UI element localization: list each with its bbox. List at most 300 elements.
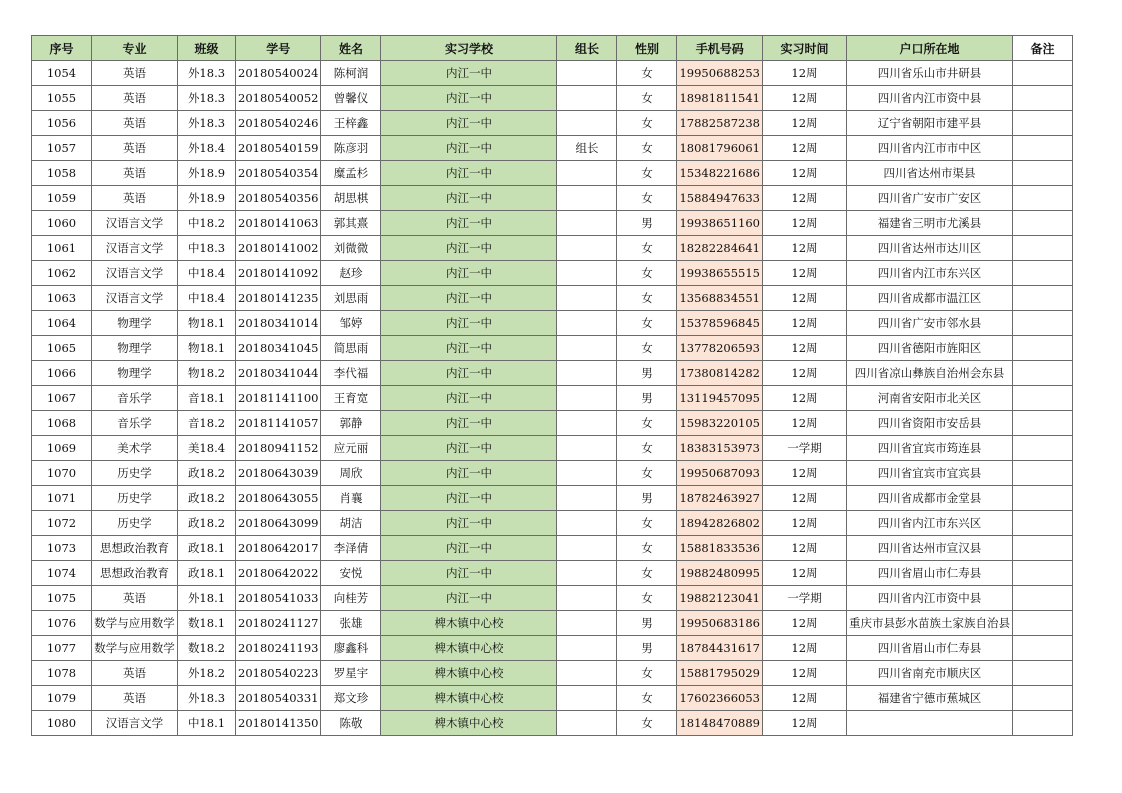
cell-hukou: 四川省南充市顺庆区	[846, 661, 1012, 686]
cell-class: 政18.1	[178, 536, 236, 561]
cell-school: 内江一中	[381, 361, 557, 386]
cell-school: 内江一中	[381, 111, 557, 136]
cell-gender: 女	[617, 186, 677, 211]
cell-phone: 19950687093	[677, 461, 762, 486]
cell-student-id: 20180141092	[236, 261, 321, 286]
table-row	[32, 361, 1073, 386]
cell-note	[1012, 711, 1072, 736]
cell-hukou: 四川省乐山市井研县	[846, 61, 1012, 86]
table-row	[32, 411, 1073, 436]
header-period: 实习时间	[762, 36, 846, 61]
cell-phone: 18148470889	[677, 711, 762, 736]
cell-major: 历史学	[92, 511, 178, 536]
cell-period: 12周	[762, 611, 846, 636]
table-row	[32, 686, 1073, 711]
cell-name: 郭静	[321, 411, 381, 436]
cell-name: 向桂芳	[321, 586, 381, 611]
table-row	[32, 61, 1073, 86]
cell-no: 1063	[32, 286, 92, 311]
cell-student-id: 20180540052	[236, 86, 321, 111]
cell-class: 外18.3	[178, 61, 236, 86]
cell-period: 12周	[762, 186, 846, 211]
cell-major: 美术学	[92, 436, 178, 461]
cell-class: 物18.1	[178, 311, 236, 336]
cell-student-id: 20180643099	[236, 511, 321, 536]
cell-hukou: 四川省成都市温江区	[846, 286, 1012, 311]
cell-class: 音18.1	[178, 386, 236, 411]
cell-major: 数学与应用数学	[92, 611, 178, 636]
table-row	[32, 261, 1073, 286]
cell-gender: 男	[617, 211, 677, 236]
cell-gender: 女	[617, 236, 677, 261]
cell-leader	[557, 286, 617, 311]
cell-phone: 19938651160	[677, 211, 762, 236]
cell-no: 1059	[32, 186, 92, 211]
cell-class: 数18.2	[178, 636, 236, 661]
table-row	[32, 186, 1073, 211]
cell-no: 1058	[32, 161, 92, 186]
cell-note	[1012, 511, 1072, 536]
table-body	[32, 61, 1073, 736]
cell-major: 历史学	[92, 486, 178, 511]
cell-no: 1065	[32, 336, 92, 361]
cell-no: 1066	[32, 361, 92, 386]
header-student-id: 学号	[236, 36, 321, 61]
cell-school: 内江一中	[381, 211, 557, 236]
header-hukou: 户口所在地	[846, 36, 1012, 61]
cell-class: 中18.4	[178, 261, 236, 286]
cell-note	[1012, 161, 1072, 186]
cell-school: 内江一中	[381, 486, 557, 511]
cell-period: 12周	[762, 486, 846, 511]
cell-student-id: 20180642022	[236, 561, 321, 586]
cell-major: 思想政治教育	[92, 561, 178, 586]
cell-leader	[557, 661, 617, 686]
cell-phone: 18981811541	[677, 86, 762, 111]
cell-name: 李泽倩	[321, 536, 381, 561]
cell-no: 1055	[32, 86, 92, 111]
cell-period: 一学期	[762, 586, 846, 611]
cell-leader	[557, 411, 617, 436]
cell-gender: 女	[617, 511, 677, 536]
cell-hukou: 四川省资阳市安岳县	[846, 411, 1012, 436]
cell-class: 中18.1	[178, 711, 236, 736]
cell-gender: 女	[617, 561, 677, 586]
cell-note	[1012, 611, 1072, 636]
cell-name: 糜孟杉	[321, 161, 381, 186]
cell-major: 汉语言文学	[92, 711, 178, 736]
table-row	[32, 661, 1073, 686]
cell-school: 内江一中	[381, 586, 557, 611]
cell-student-id: 20180141350	[236, 711, 321, 736]
cell-name: 简思雨	[321, 336, 381, 361]
cell-major: 英语	[92, 586, 178, 611]
cell-student-id: 20180241127	[236, 611, 321, 636]
cell-major: 英语	[92, 86, 178, 111]
cell-name: 张雄	[321, 611, 381, 636]
cell-major: 英语	[92, 61, 178, 86]
header-phone: 手机号码	[677, 36, 762, 61]
cell-gender: 男	[617, 636, 677, 661]
cell-major: 物理学	[92, 336, 178, 361]
cell-class: 外18.2	[178, 661, 236, 686]
header-no: 序号	[32, 36, 92, 61]
cell-no: 1062	[32, 261, 92, 286]
cell-student-id: 20180241193	[236, 636, 321, 661]
cell-school: 内江一中	[381, 536, 557, 561]
cell-student-id: 20180141002	[236, 236, 321, 261]
cell-school: 内江一中	[381, 286, 557, 311]
cell-class: 物18.1	[178, 336, 236, 361]
cell-period: 12周	[762, 511, 846, 536]
cell-class: 外18.3	[178, 111, 236, 136]
cell-period: 12周	[762, 286, 846, 311]
cell-gender: 女	[617, 161, 677, 186]
cell-school: 椑木镇中心校	[381, 611, 557, 636]
cell-hukou: 四川省广安市邻水县	[846, 311, 1012, 336]
cell-gender: 女	[617, 436, 677, 461]
cell-name: 赵珍	[321, 261, 381, 286]
cell-period: 12周	[762, 561, 846, 586]
cell-student-id: 20180541033	[236, 586, 321, 611]
cell-note	[1012, 386, 1072, 411]
cell-leader	[557, 186, 617, 211]
cell-phone: 13568834551	[677, 286, 762, 311]
cell-note	[1012, 261, 1072, 286]
cell-class: 外18.4	[178, 136, 236, 161]
cell-leader	[557, 536, 617, 561]
cell-gender: 男	[617, 361, 677, 386]
cell-hukou: 四川省内江市市中区	[846, 136, 1012, 161]
cell-note	[1012, 586, 1072, 611]
cell-no: 1080	[32, 711, 92, 736]
cell-leader	[557, 211, 617, 236]
cell-period: 12周	[762, 61, 846, 86]
cell-major: 音乐学	[92, 386, 178, 411]
cell-period: 12周	[762, 361, 846, 386]
cell-name: 陈敬	[321, 711, 381, 736]
header-gender: 性别	[617, 36, 677, 61]
cell-phone: 18383153973	[677, 436, 762, 461]
cell-phone: 15881795029	[677, 661, 762, 686]
cell-major: 物理学	[92, 311, 178, 336]
cell-hukou: 四川省成都市金堂县	[846, 486, 1012, 511]
cell-period: 12周	[762, 536, 846, 561]
cell-school: 内江一中	[381, 411, 557, 436]
cell-student-id: 20180643039	[236, 461, 321, 486]
cell-hukou: 四川省广安市广安区	[846, 186, 1012, 211]
cell-school: 内江一中	[381, 261, 557, 286]
cell-name: 胡洁	[321, 511, 381, 536]
cell-hukou: 辽宁省朝阳市建平县	[846, 111, 1012, 136]
table-row	[32, 236, 1073, 261]
table-row	[32, 311, 1073, 336]
cell-leader	[557, 436, 617, 461]
cell-class: 外18.9	[178, 161, 236, 186]
cell-phone: 15881833536	[677, 536, 762, 561]
cell-school: 椑木镇中心校	[381, 636, 557, 661]
table-row	[32, 286, 1073, 311]
cell-student-id: 20180540354	[236, 161, 321, 186]
cell-gender: 男	[617, 611, 677, 636]
table-row	[32, 611, 1073, 636]
cell-phone: 15884947633	[677, 186, 762, 211]
cell-leader	[557, 61, 617, 86]
cell-no: 1056	[32, 111, 92, 136]
cell-class: 外18.3	[178, 86, 236, 111]
cell-school: 内江一中	[381, 86, 557, 111]
cell-name: 陈柯润	[321, 61, 381, 86]
cell-name: 陈彦羽	[321, 136, 381, 161]
cell-leader	[557, 161, 617, 186]
cell-major: 英语	[92, 186, 178, 211]
cell-no: 1073	[32, 536, 92, 561]
cell-name: 罗星宇	[321, 661, 381, 686]
header-class: 班级	[178, 36, 236, 61]
cell-period: 12周	[762, 661, 846, 686]
cell-name: 邹婷	[321, 311, 381, 336]
cell-school: 内江一中	[381, 511, 557, 536]
cell-class: 物18.2	[178, 361, 236, 386]
cell-school: 内江一中	[381, 386, 557, 411]
table-row	[32, 461, 1073, 486]
cell-class: 外18.1	[178, 586, 236, 611]
table-row	[32, 486, 1073, 511]
cell-class: 中18.2	[178, 211, 236, 236]
cell-school: 内江一中	[381, 61, 557, 86]
cell-note	[1012, 86, 1072, 111]
cell-hukou: 四川省内江市资中县	[846, 86, 1012, 111]
cell-no: 1071	[32, 486, 92, 511]
cell-major: 英语	[92, 111, 178, 136]
cell-gender: 女	[617, 586, 677, 611]
cell-period: 12周	[762, 711, 846, 736]
cell-leader	[557, 261, 617, 286]
cell-school: 内江一中	[381, 311, 557, 336]
cell-hukou: 四川省内江市资中县	[846, 586, 1012, 611]
cell-no: 1077	[32, 636, 92, 661]
cell-hukou: 四川省眉山市仁寿县	[846, 561, 1012, 586]
header-name: 姓名	[321, 36, 381, 61]
cell-hukou: 四川省德阳市旌阳区	[846, 336, 1012, 361]
cell-student-id: 20181141057	[236, 411, 321, 436]
cell-hukou: 四川省内江市东兴区	[846, 261, 1012, 286]
cell-leader	[557, 361, 617, 386]
cell-phone: 15983220105	[677, 411, 762, 436]
header-row	[32, 36, 1073, 61]
cell-major: 物理学	[92, 361, 178, 386]
cell-no: 1079	[32, 686, 92, 711]
table-row	[32, 711, 1073, 736]
cell-school: 内江一中	[381, 336, 557, 361]
cell-note	[1012, 461, 1072, 486]
cell-no: 1068	[32, 411, 92, 436]
cell-name: 刘思雨	[321, 286, 381, 311]
cell-gender: 女	[617, 411, 677, 436]
cell-name: 王育宽	[321, 386, 381, 411]
cell-hukou: 四川省达州市达川区	[846, 236, 1012, 261]
cell-class: 政18.2	[178, 461, 236, 486]
cell-student-id: 20180540024	[236, 61, 321, 86]
cell-gender: 女	[617, 661, 677, 686]
cell-no: 1064	[32, 311, 92, 336]
cell-note	[1012, 211, 1072, 236]
header-leader: 组长	[557, 36, 617, 61]
cell-note	[1012, 236, 1072, 261]
cell-class: 外18.9	[178, 186, 236, 211]
cell-hukou: 四川省宜宾市筠连县	[846, 436, 1012, 461]
cell-gender: 女	[617, 711, 677, 736]
cell-phone: 18782463927	[677, 486, 762, 511]
cell-major: 思想政治教育	[92, 536, 178, 561]
cell-period: 12周	[762, 411, 846, 436]
cell-name: 廖鑫科	[321, 636, 381, 661]
cell-period: 12周	[762, 86, 846, 111]
cell-gender: 女	[617, 311, 677, 336]
cell-name: 郭其熹	[321, 211, 381, 236]
table-row	[32, 636, 1073, 661]
cell-period: 一学期	[762, 436, 846, 461]
cell-period: 12周	[762, 261, 846, 286]
cell-note	[1012, 486, 1072, 511]
cell-note	[1012, 436, 1072, 461]
cell-major: 汉语言文学	[92, 211, 178, 236]
cell-hukou	[846, 711, 1012, 736]
cell-leader	[557, 636, 617, 661]
cell-major: 英语	[92, 686, 178, 711]
cell-major: 英语	[92, 661, 178, 686]
cell-leader	[557, 386, 617, 411]
cell-note	[1012, 536, 1072, 561]
cell-name: 郑文珍	[321, 686, 381, 711]
cell-period: 12周	[762, 386, 846, 411]
cell-gender: 女	[617, 286, 677, 311]
cell-leader	[557, 311, 617, 336]
cell-period: 12周	[762, 136, 846, 161]
cell-hukou: 四川省眉山市仁寿县	[846, 636, 1012, 661]
cell-phone: 19882480995	[677, 561, 762, 586]
cell-phone: 18942826802	[677, 511, 762, 536]
table-row	[32, 136, 1073, 161]
cell-note	[1012, 686, 1072, 711]
cell-phone: 15348221686	[677, 161, 762, 186]
cell-note	[1012, 411, 1072, 436]
cell-note	[1012, 636, 1072, 661]
cell-school: 内江一中	[381, 161, 557, 186]
cell-name: 胡思棋	[321, 186, 381, 211]
cell-note	[1012, 136, 1072, 161]
cell-leader	[557, 236, 617, 261]
cell-school: 内江一中	[381, 436, 557, 461]
cell-gender: 女	[617, 136, 677, 161]
cell-gender: 女	[617, 686, 677, 711]
table-row	[32, 336, 1073, 361]
student-internship-table	[31, 35, 1073, 736]
cell-phone: 18081796061	[677, 136, 762, 161]
cell-student-id: 20180341045	[236, 336, 321, 361]
cell-name: 应元丽	[321, 436, 381, 461]
cell-major: 英语	[92, 136, 178, 161]
cell-gender: 女	[617, 336, 677, 361]
header-note: 备注	[1012, 36, 1072, 61]
cell-note	[1012, 311, 1072, 336]
cell-name: 刘微微	[321, 236, 381, 261]
cell-no: 1057	[32, 136, 92, 161]
cell-phone: 19950688253	[677, 61, 762, 86]
cell-note	[1012, 111, 1072, 136]
cell-class: 政18.1	[178, 561, 236, 586]
table-row	[32, 86, 1073, 111]
cell-phone: 18784431617	[677, 636, 762, 661]
header-major: 专业	[92, 36, 178, 61]
cell-gender: 男	[617, 386, 677, 411]
cell-phone: 13778206593	[677, 336, 762, 361]
cell-hukou: 福建省宁德市蕉城区	[846, 686, 1012, 711]
table-row	[32, 161, 1073, 186]
cell-name: 王梓鑫	[321, 111, 381, 136]
cell-leader	[557, 586, 617, 611]
cell-period: 12周	[762, 336, 846, 361]
cell-hukou: 四川省宜宾市宜宾县	[846, 461, 1012, 486]
cell-period: 12周	[762, 686, 846, 711]
table-row	[32, 561, 1073, 586]
cell-leader	[557, 611, 617, 636]
cell-phone: 18282284641	[677, 236, 762, 261]
cell-student-id: 20180540246	[236, 111, 321, 136]
cell-school: 内江一中	[381, 461, 557, 486]
cell-class: 美18.4	[178, 436, 236, 461]
cell-major: 历史学	[92, 461, 178, 486]
cell-period: 12周	[762, 161, 846, 186]
cell-hukou: 福建省三明市尤溪县	[846, 211, 1012, 236]
cell-leader	[557, 511, 617, 536]
table-row	[32, 211, 1073, 236]
header-school: 实习学校	[381, 36, 557, 61]
cell-no: 1070	[32, 461, 92, 486]
cell-class: 政18.2	[178, 511, 236, 536]
cell-name: 安悦	[321, 561, 381, 586]
cell-student-id: 20180341014	[236, 311, 321, 336]
cell-leader	[557, 336, 617, 361]
cell-class: 中18.4	[178, 286, 236, 311]
cell-period: 12周	[762, 236, 846, 261]
cell-note	[1012, 661, 1072, 686]
cell-class: 数18.1	[178, 611, 236, 636]
cell-period: 12周	[762, 111, 846, 136]
cell-hukou: 河南省安阳市北关区	[846, 386, 1012, 411]
cell-no: 1060	[32, 211, 92, 236]
cell-leader: 组长	[557, 136, 617, 161]
cell-school: 内江一中	[381, 186, 557, 211]
cell-major: 汉语言文学	[92, 261, 178, 286]
cell-leader	[557, 486, 617, 511]
cell-note	[1012, 61, 1072, 86]
cell-name: 肖襄	[321, 486, 381, 511]
cell-student-id: 20180643055	[236, 486, 321, 511]
cell-period: 12周	[762, 311, 846, 336]
cell-gender: 女	[617, 536, 677, 561]
table-row	[32, 536, 1073, 561]
cell-class: 音18.2	[178, 411, 236, 436]
cell-no: 1072	[32, 511, 92, 536]
cell-name: 周欣	[321, 461, 381, 486]
cell-gender: 女	[617, 86, 677, 111]
table-row	[32, 111, 1073, 136]
cell-no: 1076	[32, 611, 92, 636]
cell-class: 中18.3	[178, 236, 236, 261]
cell-gender: 女	[617, 461, 677, 486]
cell-major: 英语	[92, 161, 178, 186]
